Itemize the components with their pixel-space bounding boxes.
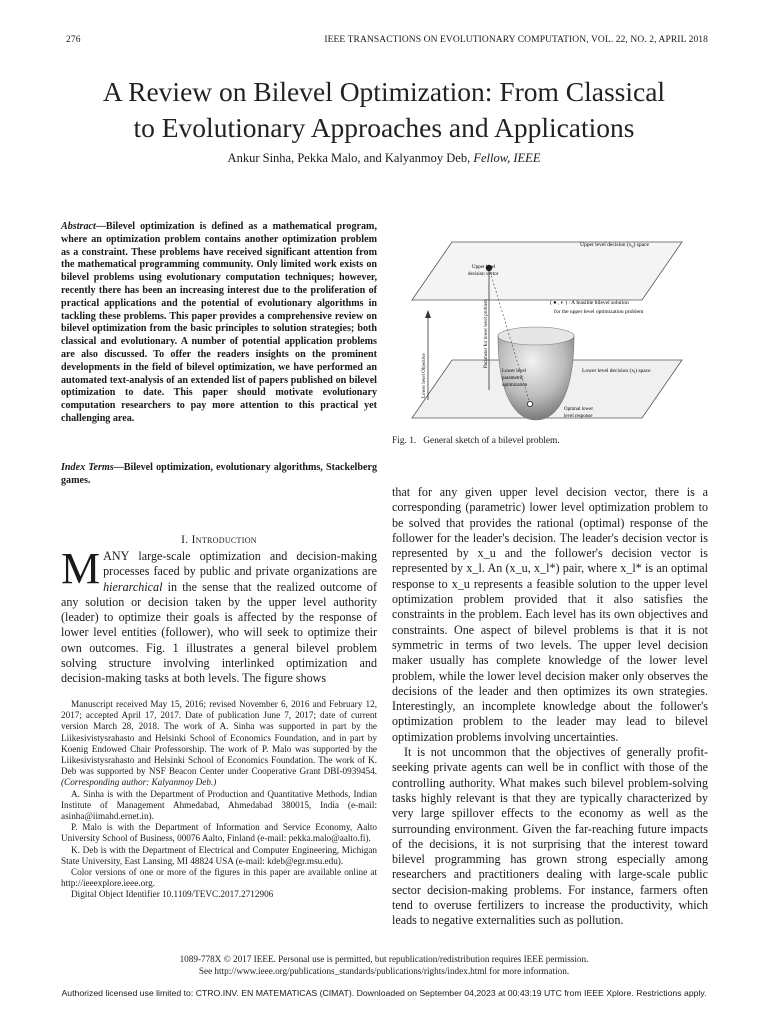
author-list: [30, 151, 738, 166]
right-column-body: [392, 485, 708, 929]
figure-1: [392, 222, 708, 430]
caption-text: General sketch of a bilevel problem.: [423, 436, 560, 446]
license-footer: Authorized licensed use limited to: CTRO.INV. EN MATEMATICAS (CIMAT). Downloaded on September 04,2023 at 00:43:19 UTC from IEEE Xplore. Restrictions apply.: [61, 988, 707, 998]
drop-cap: M: [61, 544, 101, 593]
abstract-label: Abstract: [61, 221, 96, 232]
index-terms: [61, 462, 377, 488]
page-number: 276: [66, 35, 81, 45]
intro-first-word: ANY: [103, 549, 130, 563]
footnotes: [61, 699, 377, 901]
body-paragraph-2: It is not uncommon that the objectives of generally profit-seeking private agents can well be in conflict with those of the controlling authority. What makes such bilevel problem-solving tasks highly relevant is that they are typically characterized by very large spillover effects to the economy as well as the surrounding environment. Given the far-reaching future impacts of the decisions, it is not surprising that the interest toward bilevel programming has grown strong especially among researchers and practitioners dealing with large-scale public sector decision-making problems. For instance, farmers often tend to overuse fertilizers to increase the productivity, which leads to negative externalities such as pollution.: [392, 745, 708, 928]
running-header: [66, 35, 708, 49]
index-terms-label: Index Terms: [61, 462, 114, 473]
footnote-received: [61, 699, 377, 789]
footnote-sinha: A. Sinha is with the Department of Production and Quantitative Methods, Indian Institute of Management Ahmedabad, Ahmedabad 380015, India (e-mail: asinha@iimahd.ernet.in).: [61, 788, 377, 822]
author-names: Ankur Sinha, Pekka Malo, and Kalyanmoy Deb,: [227, 151, 471, 165]
index-terms-text: —Bilevel optimization, evolutionary algorithms, Stackelberg games.: [61, 462, 377, 486]
journal-citation: IEEE TRANSACTIONS ON EVOLUTIONARY COMPUTATION, VOL. 22, NO. 2, APRIL 2018: [324, 35, 708, 45]
bowl-rim: [498, 327, 574, 345]
copyright-notice: [0, 953, 768, 977]
footnote-deb: K. Deb is with the Department of Electrical and Computer Engineering, Michigan State University, East Lansing, MI 48824 USA (e-mail: kdeb@egr.msu.edu).: [61, 844, 377, 866]
intro-emphasis: hierarchical: [103, 579, 163, 594]
bilevel-sketch: [392, 222, 708, 430]
figure-caption: [392, 436, 708, 446]
body-paragraph-1: that for any given upper level decision vector, there is a corresponding (parametric) lower level optimization problem to be solved that provides the rational (optimal) response of the follower for the leader's decision. The leader's decision vector is represented by x_u and the follower's decision vector is represented by x_l. An (x_u, x_l*) pair, where x_l* is an optimal response to x_u represents a feasible solution to the upper level optimization problem provided that it also satisfies the constraints in the problem. Each level has its own objectives and constraints. One aspect of bilevel problems is that it is not symmetric in terms of two levels. The upper level decision maker usually has complete knowledge of the lower level problem, while the lower level decision maker only observes the decisions of the leader and then optimizes its own strategies. Interestingly, an incomplete knowledge about the follower's optimization problem to the leader may lead to bilevel optimization problems involving uncertainties.: [392, 485, 708, 744]
paper-title: [30, 74, 738, 146]
caption-label: Fig. 1.: [392, 436, 417, 446]
author-suffix: Fellow, IEEE: [473, 151, 541, 165]
title-line-2: to Evolutionary Approaches and Applications: [133, 112, 635, 143]
upper-vector-label-1: Upper level: [472, 265, 496, 270]
footnote-received-text: Manuscript received May 15, 2016; revised November 6, 2016 and February 12, 2017; accepted April 17, 2017. Date of publication June 7, 2017; date of current version March 28, 2018. The work of A. Sinha was supported in part by the Liikesivistysrahasto and Helsinki School of Economics Foundation, and in part by Koenig Endowed Chair Professorship. The work of P. Malo was supported by the Liikesivistysrahasto and Helsinki School of Economics Foundation. The work of K. Deb was supported by NSF Beacon Center under Cooperative Grant DBI-0939454.: [61, 699, 377, 777]
intro-text-a: large-scale optimization and decision-making processes faced by public and private organizations are: [103, 549, 377, 579]
optimal-response-point: [527, 401, 532, 406]
intro-text-b: in the sense that the realized outcome of any solution or decision taken by the upper level authority (leader) to optimize their goals is affected by the response of lower level entities (follower), who will seek to optimize their own outcomes. Fig. 1 illustrates a general bilevel problem solving structure involving interlinked optimization and decision-making tasks at both levels. The figure shows: [61, 579, 377, 686]
feasible-label-1: ( ● , ◐ ) : A feasible bilevel solution: [550, 300, 629, 306]
axis-arrow: [425, 310, 431, 318]
upper-vector-label-2: decision vector: [468, 272, 499, 277]
lower-param-label-3: optimization: [502, 383, 528, 388]
lower-objective-label: Lower level Objective: [422, 353, 427, 398]
abstract-text: —Bilevel optimization is defined as a mathematical program, where an optimization problem contains another optimization problem as a constraint. These problems have received significant attention from the mathematical programming community. Only limited work exists on bilevel problems using evolutionary computation techniques; however, recently there has been an increasing interest due to the proliferation of practical applications and the potential of evolutionary algorithms in tackling these problems. This paper provides a comprehensive review on bilevel optimization from the basic principles to solution strategies; both classical and evolutionary. A number of potential application problems are also discussed. To offer the readers insights on the prominent developments in the field of bilevel optimization, we have performed an automated text-analysis of an extended list of papers published on bilevel optimization to date. This paper should motivate evolutionary computation researchers to pay more attention to this practical yet challenging area.: [61, 221, 377, 424]
copyright-line-1: 1089-778X © 2017 IEEE. Personal use is permitted, but republication/redistribution requires IEEE permission.: [179, 954, 589, 964]
title-line-1: A Review on Bilevel Optimization: From Classical: [102, 76, 666, 107]
upper-space-label: Upper level decision $(x_u)$ space: [580, 242, 649, 249]
footnote-corresponding: (Corresponding author: Kalyanmoy Deb.): [61, 777, 217, 788]
section-heading: [61, 534, 377, 546]
optimal-label-1: Optimal lower: [564, 407, 594, 412]
introduction-paragraph: [61, 544, 377, 687]
lower-space-label: Lower level decision $(x_l)$ space: [582, 368, 651, 375]
section-numeral: I.: [181, 534, 189, 546]
footnote-malo: P. Malo is with the Department of Information and Service Economy, Aalto University School of Business, 00076 Aalto, Finland (e-mail: pekka.malo@aalto.fi).: [61, 822, 377, 844]
lower-param-label-2: parametric: [502, 376, 524, 381]
section-title: Introduction: [191, 534, 257, 546]
copyright-line-2: See http://www.ieee.org/publications_standards/publications/rights/index.html for more information.: [198, 966, 570, 976]
footnote-color: Color versions of one or more of the figures in this paper are available online at http://ieeexplore.ieee.org.: [61, 867, 377, 889]
footnote-doi: Digital Object Identifier 10.1109/TEVC.2017.2712906: [71, 889, 274, 900]
feasible-label-2: for the upper level optimization problem: [554, 309, 644, 315]
lower-param-label-1: Lower level: [502, 369, 527, 374]
upper-level-plane: [412, 242, 682, 300]
parameter-label: Parameter for lower level problem: [484, 299, 489, 368]
optimal-label-2: level response: [564, 414, 593, 419]
abstract: [61, 221, 377, 426]
